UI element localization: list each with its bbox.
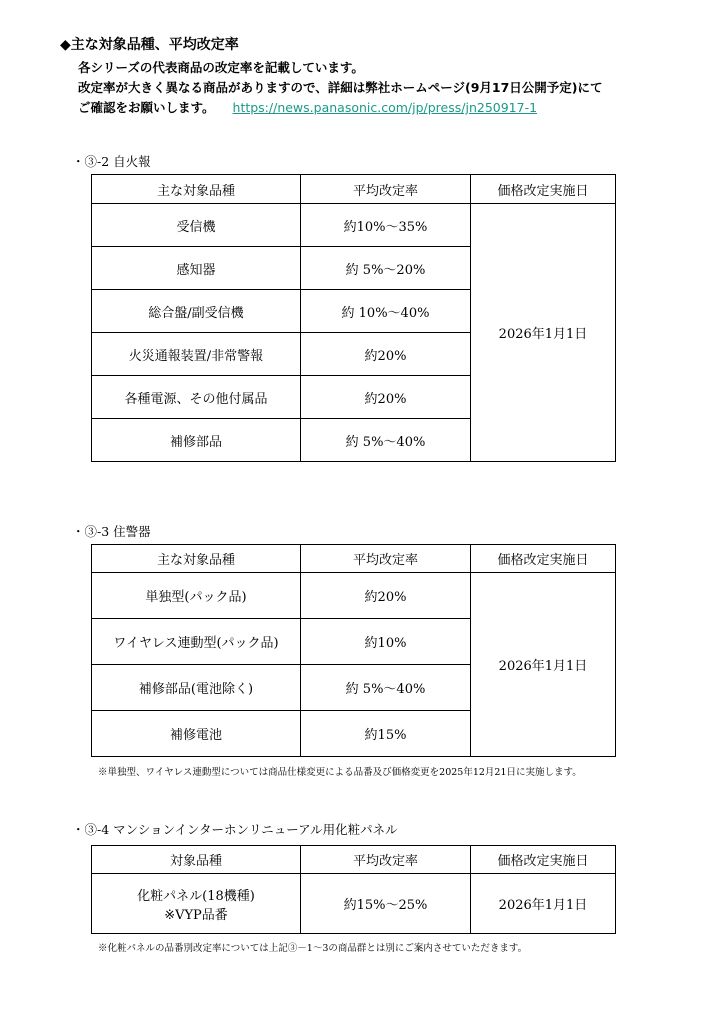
- panel-table: [91, 845, 616, 934]
- table-row-item: 補修電池: [92, 711, 301, 757]
- section-4-note: ※化粧パネルの品番別改定率については上記③－1～3の商品群とは別にご案内させていただきます。: [98, 943, 528, 954]
- header-rate: 平均改定率: [301, 846, 471, 874]
- table-row-rate: 約10%～35%: [301, 204, 471, 247]
- header-date: 価格改定実施日: [471, 846, 616, 874]
- table-row-item: 補修部品: [92, 419, 301, 462]
- header-item: 対象品種: [92, 846, 301, 874]
- table-row-rate: 約20%: [301, 573, 471, 619]
- header-item: 主な対象品種: [92, 175, 301, 204]
- home-alarm-table: [91, 544, 616, 757]
- table-row-item: 補修部品(電池除く): [92, 665, 301, 711]
- table-row-item: 受信機: [92, 204, 301, 247]
- header-rate: 平均改定率: [301, 175, 471, 204]
- section-3-title: ・③-3 住警器: [72, 524, 151, 539]
- table-row-rate: 約 5%～40%: [301, 419, 471, 462]
- header-date: 価格改定実施日: [471, 175, 616, 204]
- table-row-rate: 約10%: [301, 619, 471, 665]
- press-release-link[interactable]: https://news.panasonic.com/jp/press/jn250917-1: [232, 100, 538, 115]
- header-date: 価格改定実施日: [471, 545, 616, 573]
- intro-line-3: [78, 98, 537, 116]
- table-row-rate: 約20%: [301, 333, 471, 376]
- table-row-item: 各種電源、その他付属品: [92, 376, 301, 419]
- intro-line-1: 各シリーズの代表商品の改定率を記載しています。: [78, 60, 364, 75]
- fire-alarm-table: [91, 174, 616, 462]
- table-row-rate: 約 5%～40%: [301, 665, 471, 711]
- table-row-item: 総合盤/副受信機: [92, 290, 301, 333]
- table-row-rate: 約20%: [301, 376, 471, 419]
- panel-item-line-1: 化粧パネル(18機種): [137, 888, 255, 904]
- implementation-date: 2026年1月1日: [471, 573, 616, 757]
- page-heading: ◆主な対象品種、平均改定率: [60, 37, 239, 53]
- table-row-rate: 約15%～25%: [301, 874, 471, 934]
- table-row-item: 単独型(パック品): [92, 573, 301, 619]
- table-row-rate: 約15%: [301, 711, 471, 757]
- header-rate: 平均改定率: [301, 545, 471, 573]
- section-4-title: ・③-4 マンションインターホンリニューアル用化粧パネル: [72, 822, 398, 837]
- table-row-rate: 約 5%～20%: [301, 247, 471, 290]
- header-item: 主な対象品種: [92, 545, 301, 573]
- table-row-item: 火災通報装置/非常警報: [92, 333, 301, 376]
- implementation-date: 2026年1月1日: [471, 204, 616, 462]
- section-2-title: ・③-2 自火報: [72, 154, 151, 169]
- table-row-item: 感知器: [92, 247, 301, 290]
- table-row-rate: 約 10%～40%: [301, 290, 471, 333]
- table-row-item: ワイヤレス連動型(パック品): [92, 619, 301, 665]
- section-3-note: ※単独型、ワイヤレス連動型については商品仕様変更による品番及び価格変更を2025年12月21日に実施します。: [98, 767, 582, 778]
- table-row-item: [92, 874, 301, 934]
- intro-line-2: 改定率が大きく異なる商品がありますので、詳細は弊社ホームページ(9月17日公開予定)にて: [78, 80, 603, 95]
- intro-line-3-text: ご確認をお願いします。: [78, 100, 215, 115]
- panel-item-line-2: ※VYP品番: [164, 907, 228, 923]
- implementation-date: 2026年1月1日: [471, 874, 616, 934]
